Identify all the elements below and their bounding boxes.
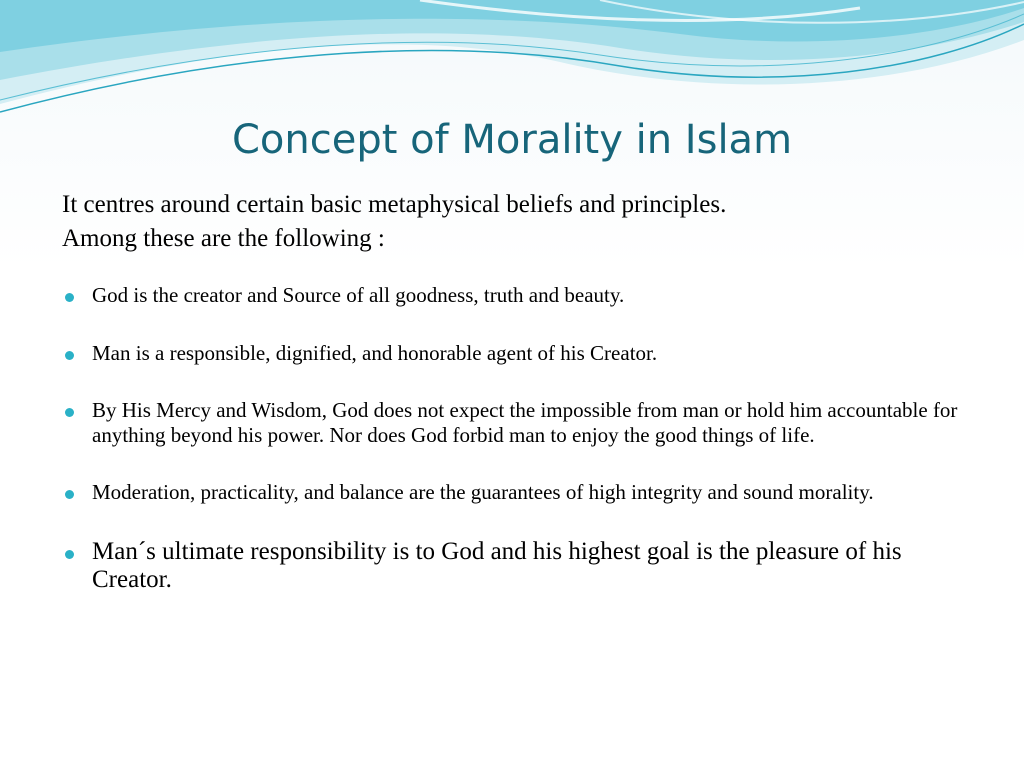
intro-text <box>62 188 982 256</box>
bullet-dot-icon <box>65 293 74 302</box>
slide-title: Concept of Morality in Islam <box>231 117 793 163</box>
bullet-text: Moderation, practicality, and balance are the guarantees of high integrity and sound morality. <box>92 480 874 504</box>
bullet-item <box>62 538 972 594</box>
intro-line: Among these are the following : <box>62 225 385 252</box>
header-wave-decoration <box>0 0 1024 130</box>
bullet-list <box>62 283 972 627</box>
bullet-text: Man is a responsible, dignified, and honorable agent of his Creator. <box>92 340 658 365</box>
bullet-item <box>62 480 972 505</box>
bullet-text: Man´s ultimate responsibility is to God and his highest goal is the pleasure of his Creator. <box>92 537 902 593</box>
bullet-text: By His Mercy and Wisdom, God does not expect the impossible from man or hold him accountable for anything beyond his power. Nor does God forbid man to enjoy the good things of life. <box>92 398 958 447</box>
bullet-dot-icon <box>65 550 74 559</box>
bullet-item <box>62 341 972 366</box>
intro-line: It centres around certain basic metaphysical beliefs and principles. <box>62 191 727 218</box>
bullet-dot-icon <box>65 351 74 360</box>
bullet-item <box>62 283 972 308</box>
bullet-item <box>62 398 972 447</box>
bullet-dot-icon <box>65 408 74 417</box>
bullet-text: God is the creator and Source of all goodness, truth and beauty. <box>92 283 625 307</box>
bullet-dot-icon <box>65 490 74 499</box>
